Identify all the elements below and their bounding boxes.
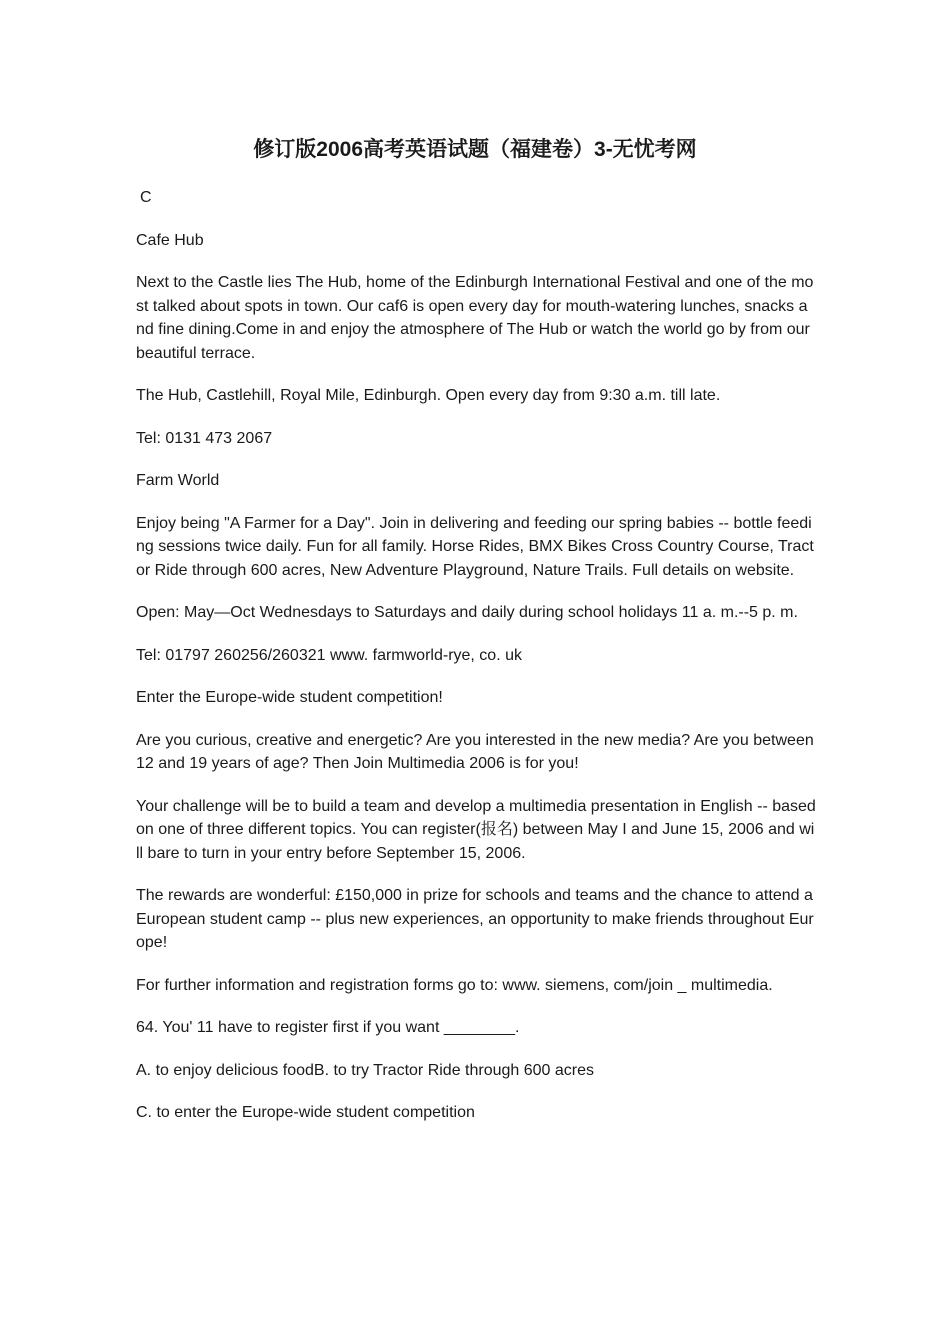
ad-cafe-hub-tel: Tel: 0131 473 2067 (136, 429, 273, 447)
ad-farm-world-heading: Farm World (136, 472, 220, 489)
question-option-c: C. to enter the Europe-wide student competition (136, 1104, 475, 1121)
question-stem: 64. You' 11 have to register first if you want ________. (136, 1019, 520, 1036)
ad-competition-para-3: The rewards are wonderful: £150,000 in prize for schools and teams and the chance to attend a European student camp -- plus new experiences, an opportunity to make friends throughout Europe! (136, 887, 814, 951)
ad-cafe-hub-body: Next to the Castle lies The Hub, home of the Edinburgh International Festival and one of the most talked about spots in town. Our caf6 is open every day for mouth-watering lunches, snacks and fine dining.Come in and enjoy the atmosphere of The Hub or watch the world go by from our beautiful terrace. (136, 274, 814, 362)
ad-farm-world-tel: Tel: 01797 260256/260321 www. farmworld-rye, co. uk (136, 646, 522, 664)
document-body (136, 186, 816, 1144)
page-title: 修订版2006高考英语试题（福建卷）3-无忧考网 (253, 138, 697, 161)
ad-cafe-hub-address: The Hub, Castlehill, Royal Mile, Edinburgh. Open every day from 9:30 a.m. till late. (136, 387, 721, 404)
question-options-ab: A. to enjoy delicious foodB. to try Tractor Ride through 600 acres (136, 1061, 595, 1079)
ad-cafe-hub-heading: Cafe Hub (136, 231, 204, 249)
ad-farm-world-body: Enjoy being "A Farmer for a Day". Join in delivering and feeding our spring babies -- bottle feeding sessions twice daily. Fun for all family. Horse Rides, BMX Bikes Cross Country Course, Tractor Ride through 600 acres, New Adventure Playground, Nature Trails. Full details on website. (136, 514, 814, 579)
ad-competition-para-1: Are you curious, creative and energetic? Are you interested in the new media? Are you between 12 and 19 years of age? Then Join Multimedia 2006 is for you! (136, 731, 814, 772)
ad-competition-para-4: For further information and registration forms go to: www. siemens, com/join _ multimedia. (136, 976, 773, 994)
ad-competition-heading: Enter the Europe-wide student competition! (136, 689, 443, 706)
ad-farm-world-open: Open: May—Oct Wednesdays to Saturdays and daily during school holidays 11 a. m.--5 p. m. (136, 604, 798, 621)
ad-competition-para-2: Your challenge will be to build a team and develop a multimedia presentation in English -- based on one of three different topics. You can register(报名) between May I and June 15, 2006 and will bare to turn in your entry before September 15, 2006. (136, 797, 816, 862)
section-letter: C (140, 189, 152, 206)
